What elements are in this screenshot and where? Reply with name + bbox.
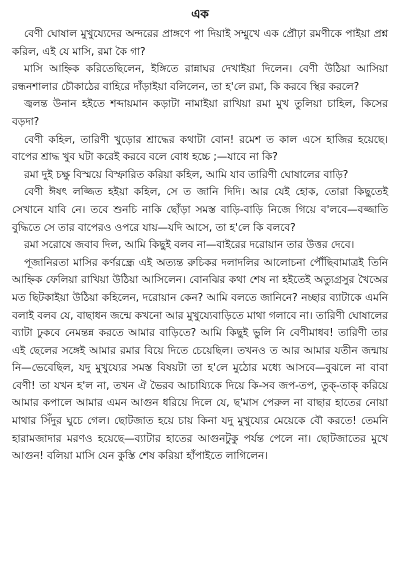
paragraph: রমা দুই চক্ষু বিস্ময়ে বিস্ফারিত করিয়া কহিল, আমি যাব তারিণী ঘোষালের বাড়ি?	[24, 168, 349, 181]
paragraph: পূজানিরতা মাসির কর্ণরন্ধ্রে এই অত্যন্ত রুচিকর দলাদলির আলোচনা পৌঁছিবামাত্রই তিনি আহ্নিক ফেলিয়া রাখিয়া উঠিয়া আসিলেন। বোনঝির কথা শেষ না হইতেই অত্যুগ্রসুর খৈঅের মত ছিটকাইয়া উঠিয়া কহিলেন, দরোয়ান কেন? আমি বলতে জানিনে? নচ্ছার ব্যাটাকে এমনি বলাই বলব যে, বাছাধন জন্মে কখনো আর মুখুয্যেবাড়িতে মাথা গলাবে না। তারিণী ঘোষালের ব্যাটা ঢুকবে নেমন্তন্ন করতে আমার বাড়িতে? আমি কিছুই ভুলি নি বেণীমাধব! তারিণী তার এই ছেলের সঙ্গেই আমার রমার বিয়ে দিতে চেয়েছিল। তখনও ত আর আমার যতীন জন্মায় নি—ভেবেছিল, যদু মুখুয্যের সমস্ত বিষয়টা তা হ'লে মুঠোর মধ্যে আসবে—বুঝলে না বাবা বেণী! তা যখন হ'ল না, তখন ঐ ভৈরব আচায্যিকে দিয়ে কি-সব জপ-তপ, তুক্-তাক্ করিয়ে আমার কপালে আমার এমন আগুন ধরিয়ে দিলে যে, ছ'মাস পেরুল না বাছার হাতের নোয়া মাথার সিঁদুর ঘুচে গেল। ছোটজাত হয়ে চায় কিনা যদু মুখুয্যের মেয়েকে বৌ করতে! তেমনি হারামজাদার মরণও হয়েছে—ব্যাটার হাতের আগুনটুকু পর্যন্ত পেলে না। ছোটজাতের মুখে আগুন! বলিয়া মাসি যেন কুস্তি শেষ করিয়া হাঁপাইতে লাগিলেন।	[12, 256, 388, 463]
paragraph: মাসি আহ্নিক করিতেছিলেন, ইঙ্গিতে রান্নাঘর দেখাইয়া দিলেন। বেণী উঠিয়া আসিয়া রন্ধনশালার চৌকাঠের বাহিরে দাঁড়াইয়া বলিলেন, তা হ'লে রমা, কি করবে স্থির করলে?	[12, 63, 388, 93]
paragraph: রমা সরোষে জবাব দিল, আমি কিছুই বলব না—বাইরের দরোয়ান তার উত্তর দেবে।	[24, 239, 355, 252]
chapter-title: এক	[191, 7, 209, 21]
paragraph: বেণী ঘোষাল মুখুয্যেদের অন্দরের প্রাঙ্গণে পা দিয়াই সম্মুখে এক প্রৌঢ়া রমণীকে পাইয়া প্রশ্ন করিল, এই যে মাসি, রমা কৈ গা?	[12, 28, 388, 58]
paragraph: বেণী ঈষৎ লজ্জিত হইয়া কহিল, সে ত জানি দিদি। আর যেই হোক, তোরা কিছুতেই সেখানে যাবি নে। তবে শুনচি নাকি ছোঁড়া সমস্ত বাড়ি-বাড়ি নিজে গিয়ে ব'লবে—বজ্জাতি বুদ্ধিতে সে তার বাপেরও ওপরে যায়—যদি আসে, তা হ'লে কি বলবে?	[12, 186, 388, 234]
paragraph: জ্বলন্ত উনান হইতে শব্দায়মান কড়াটা নামাইয়া রাখিয়া রমা মুখ তুলিয়া চাহিল, কিসের বড়দা?	[12, 98, 388, 128]
paragraph: বেণী কহিল, তারিণী খুড়োর শ্রাদ্ধের কথাটা বোন! রমেশ ত কাল এসে হাজির হয়েছে। বাপের শ্রাদ্ধ খুব ঘটা করেই করবে বলে বোধ হচ্চে ;—যাবে না কি?	[12, 133, 388, 164]
